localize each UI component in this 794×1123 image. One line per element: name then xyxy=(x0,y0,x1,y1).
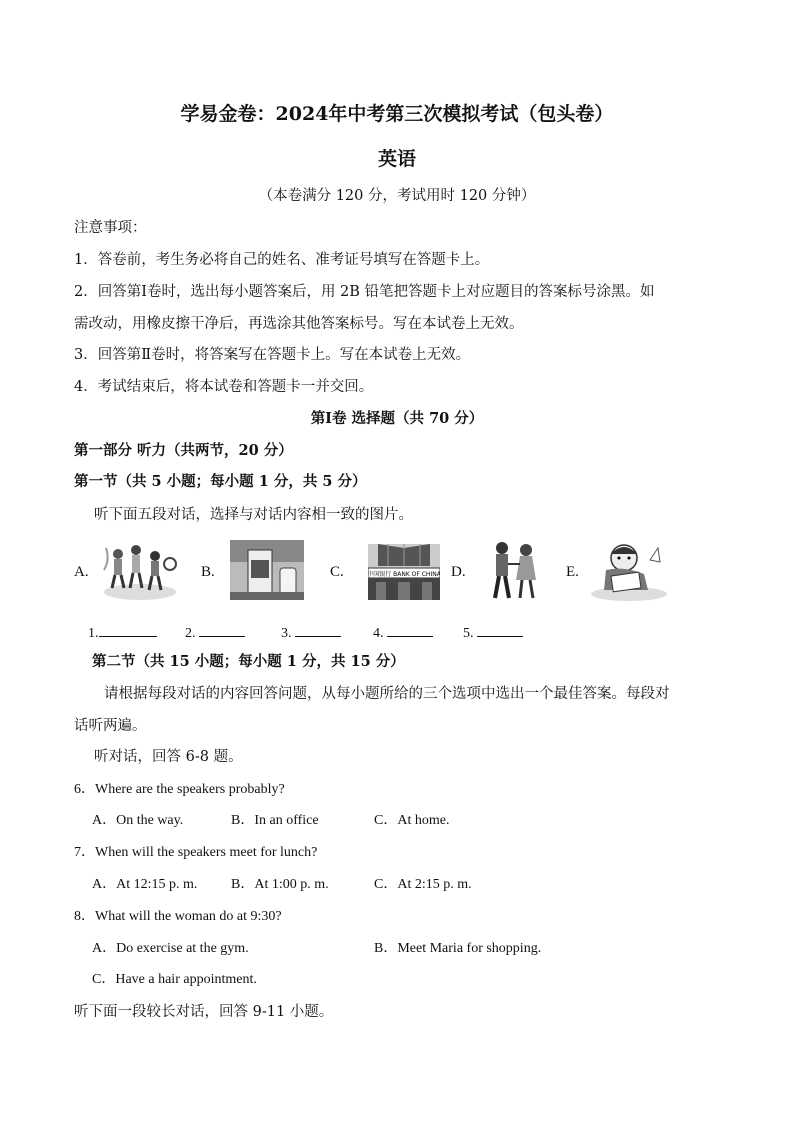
bank-sign-text: 中国银行 BANK OF CHINA xyxy=(368,571,440,578)
part1-heading: 第Ⅰ卷 选择题（共 70 分） xyxy=(310,410,484,427)
blank-2[interactable] xyxy=(185,622,245,642)
blank-label: 4. xyxy=(373,626,384,641)
blank-label: 2. xyxy=(185,626,196,641)
q6-option-a[interactable]: A．On the way. xyxy=(92,813,184,828)
section1-heading: 第一部分 听力（共两节，20 分） xyxy=(74,442,293,459)
blank-label: 1. xyxy=(88,626,99,641)
sub2-instruction-b: 话听两遍。 xyxy=(74,718,147,734)
blank-4[interactable] xyxy=(373,622,433,642)
sub1-heading: 第一节（共 5 小题；每小题 1 分，共 5 分） xyxy=(74,473,367,490)
picture-letter-b: B. xyxy=(201,564,215,580)
q7-option-c[interactable]: C．At 2:15 p. m. xyxy=(374,877,472,892)
bank-of-china-building-icon xyxy=(368,544,440,600)
picture-letter-c: C. xyxy=(330,564,344,580)
listen-9-11: 听下面一段较长对话，回答 9-11 小题。 xyxy=(74,1004,334,1020)
drink-bottle-icon xyxy=(230,540,304,600)
boy-reading-icon xyxy=(588,540,670,602)
blank-5[interactable] xyxy=(463,622,523,642)
instruction-3: 3．回答第Ⅱ卷时，将答案写在答题卡上。写在本试卷上无效。 xyxy=(74,347,471,363)
blank-3[interactable] xyxy=(281,622,341,642)
picture-letter-d: D. xyxy=(451,564,466,580)
question-7: 7．When will the speakers meet for lunch? xyxy=(74,845,318,860)
question-6: 6．Where are the speakers probably? xyxy=(74,782,285,797)
q6-option-c[interactable]: C．At home. xyxy=(374,813,450,828)
sub1-instruction: 听下面五段对话，选择与对话内容相一致的图片。 xyxy=(94,507,413,523)
question-8: 8．What will the woman do at 9:30? xyxy=(74,909,282,924)
q6-option-b[interactable]: B．In an office xyxy=(231,813,319,828)
instruction-4: 4．考试结束后，将本试卷和答题卡一并交回。 xyxy=(74,379,374,395)
q7-option-a[interactable]: A．At 12:15 p. m. xyxy=(92,877,198,892)
exam-note: （本卷满分 120 分，考试用时 120 分钟） xyxy=(258,188,536,204)
instruction-1: 1．答卷前，考生务必将自己的姓名、准考证号填写在答题卡上。 xyxy=(74,252,490,268)
picture-letter-a: A. xyxy=(74,564,89,580)
listen-6-8: 听对话，回答 6-8 题。 xyxy=(94,749,243,765)
q8-option-a[interactable]: A．Do exercise at the gym. xyxy=(92,941,249,956)
q7-option-b[interactable]: B．At 1:00 p. m. xyxy=(231,877,329,892)
couple-walking-icon xyxy=(478,538,554,602)
blank-label: 5. xyxy=(463,626,474,641)
blank-1[interactable] xyxy=(88,622,157,642)
q8-option-c[interactable]: C．Have a hair appointment. xyxy=(92,972,257,987)
q8-option-b[interactable]: B．Meet Maria for shopping. xyxy=(374,941,542,956)
instructions-heading: 注意事项： xyxy=(74,220,147,236)
sub2-instruction-a: 请根据每段对话的内容回答问题，从每小题所给的三个选项中选出一个最佳答案。每段对 xyxy=(104,686,670,702)
instruction-2a: 2．回答第Ⅰ卷时，选出每小题答案后，用 2B 铅笔把答题卡上对应题目的答案标号涂黑。如 xyxy=(74,284,655,300)
sub2-heading: 第二节（共 15 小题；每小题 1 分，共 15 分） xyxy=(92,653,405,670)
blank-label: 3. xyxy=(281,626,292,641)
exam-title: 学易金卷：2024年中考第三次模拟考试（包头卷） xyxy=(180,103,614,125)
kids-playing-icon xyxy=(100,540,180,602)
instruction-2b: 需改动，用橡皮擦干净后，再选涂其他答案标号。写在本试卷上无效。 xyxy=(74,316,524,332)
subject-title: 英语 xyxy=(377,148,416,170)
picture-letter-e: E. xyxy=(566,564,579,580)
